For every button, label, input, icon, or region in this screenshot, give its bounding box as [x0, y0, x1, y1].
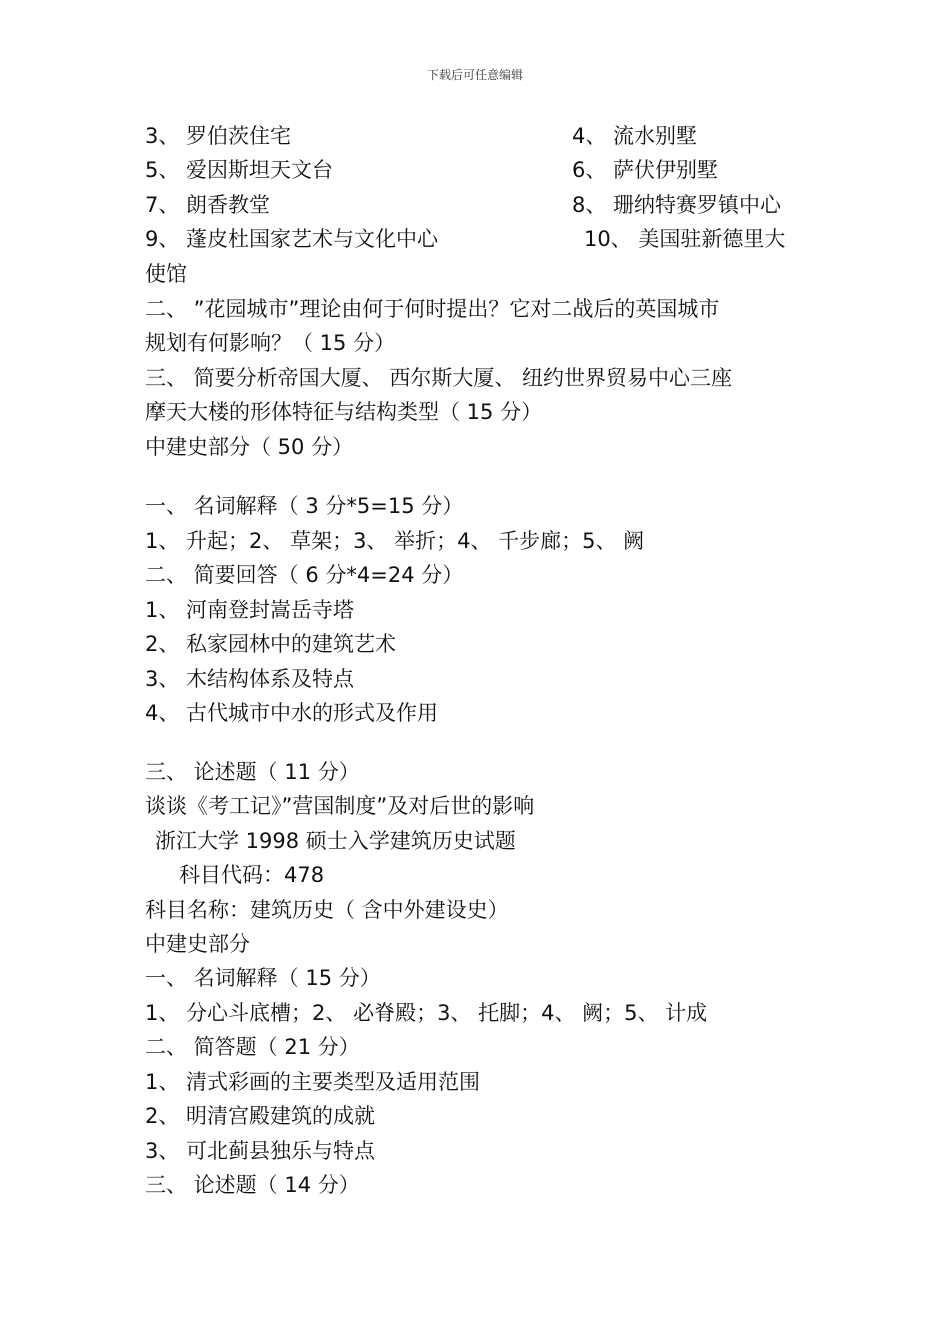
text-line: 4、 流水别墅	[572, 124, 698, 148]
text-line: 科目代码：478	[179, 863, 325, 887]
section-heading: 中建史部分	[145, 932, 250, 956]
text-line: 使馆	[145, 262, 187, 286]
text-line: 规划有何影响？（ 15 分）	[145, 331, 396, 355]
text-line: 6、 萨伏伊别墅	[572, 158, 719, 182]
text-line: 一、 名词解释（ 15 分）	[145, 966, 381, 990]
text-line: 10、 美国驻新德里大	[584, 227, 786, 251]
text-line: 1、 清式彩画的主要类型及适用范围	[145, 1070, 481, 1094]
text-line: 科目名称：建筑历史（ 含中外建设史）	[145, 898, 509, 922]
text-line: 摩天大楼的形体特征与结构类型（ 15 分）	[145, 400, 543, 424]
page-header: 下载后可任意编辑	[426, 68, 523, 82]
text-line: 7、 朗香教堂	[145, 193, 271, 217]
text-line: 9、 蓬皮杜国家艺术与文化中心	[145, 227, 439, 251]
text-line: 二、 ”花园城市”理论由何于何时提出？它对二战后的英国城市	[145, 297, 720, 321]
text-line: 8、 珊纳特赛罗镇中心	[572, 193, 782, 217]
text-line: 三、 论述题（ 14 分）	[145, 1173, 360, 1197]
text-line: 二、 简要回答（ 6 分*4=24 分）	[145, 563, 464, 587]
text-line: 谈谈《考工记》”营国制度”及对后世的影响	[145, 794, 535, 818]
text-line: 3、 罗伯茨住宅	[145, 124, 292, 148]
text-line: 二、 简答题（ 21 分）	[145, 1035, 360, 1059]
text-line: 1、 升起；2、 草架；3、 举折；4、 千步廊；5、 阙	[145, 529, 645, 553]
text-line: 4、 古代城市中水的形式及作用	[145, 701, 439, 725]
text-line: 3、 木结构体系及特点	[145, 667, 355, 691]
text-line: 1、 分心斗底槽；2、 必脊殿；3、 托脚；4、 阙；5、 计成	[145, 1001, 708, 1025]
section-heading: 中建史部分（ 50 分）	[145, 435, 354, 459]
text-line: 1、 河南登封嵩岳寺塔	[145, 598, 355, 622]
text-line: 一、 名词解释（ 3 分*5=15 分）	[145, 494, 464, 518]
text-line: 三、 论述题（ 11 分）	[145, 760, 360, 784]
text-line: 三、 简要分析帝国大厦、 西尔斯大厦、 纽约世界贸易中心三座	[145, 366, 733, 390]
text-line: 2、 明清宫殿建筑的成就	[145, 1104, 376, 1128]
text-line: 3、 可北蓟县独乐与特点	[145, 1139, 376, 1163]
text-line: 5、 爱因斯坦天文台	[145, 158, 334, 182]
exam-title: 浙江大学 1998 硕士入学建筑历史试题	[155, 829, 516, 853]
text-line: 2、 私家园林中的建筑艺术	[145, 632, 397, 656]
